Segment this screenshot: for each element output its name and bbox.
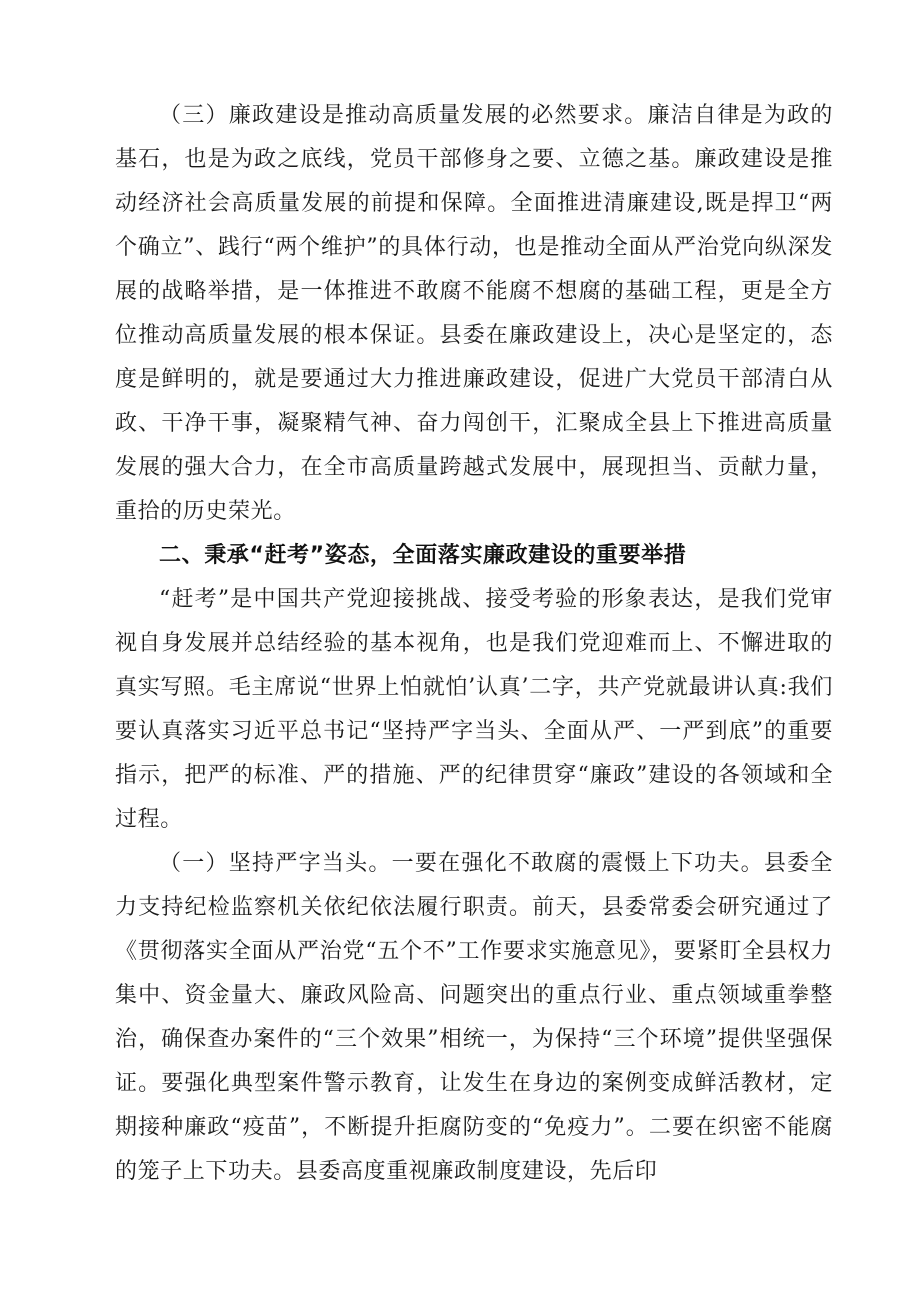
paragraph-exam-attitude: “赶考”是中国共产党迎接挑战、接受考验的形象表达，是我们党审视自身发展并总结经验的基本视角，也是我们党迎难而上、不懈进取的真实写照。毛主席说“世界上怕就怕’认真’二字，共产党就最讲认真:我们要认真落实习近平总书记“坚持严字当头、全面从严、一严到底”的重要指示，把严的标准、严的措施、严的纪律贯穿“廉政”建设的各领域和全过程。 xyxy=(115,587,833,832)
section-heading-two: 二、秉承“赶考”姿态，全面落实廉政建设的重要举措 xyxy=(159,543,687,568)
document-body xyxy=(115,94,833,1194)
paragraph-strictness-first: （一）坚持严字当头。一要在强化不敢腐的震慑上下功夫。县委全力支持纪检监察机关依纪依法履行职责。前天，县委常委会研究通过了《贯彻落实全面从严治党“五个不”工作要求实施意见》，要紧盯全县权力集中、资金量大、廉政风险高、问题突出的重点行业、重点领域重拳整治，确保查办案件的“三个效果”相统一，为保持“三个环境”提供坚强保证。要强化典型案件警示教育，让发生在身边的案例变成鲜活教材，定期接种廉政“疫苗”，不断提升拒腐防变的“免疫力”。二要在织密不能腐的笼子上下功夫。县委高度重视廉政制度建设，先后印 xyxy=(115,851,833,1184)
paragraph-clean-governance-requirement: （三）廉政建设是推动高质量发展的必然要求。廉洁自律是为政的基石，也是为政之底线，党员干部修身之要、立德之基。廉政建设是推动经济社会高质量发展的前提和保障。全面推进清廉建设,既是捍卫“两个确立”、践行“两个维护”的具体行动，也是推动全面从严治党向纵深发展的战略举措，是一体推进不敢腐不能腐不想腐的基础工程，更是全方位推动高质量发展的根本保证。县委在廉政建设上，决心是坚定的，态度是鲜明的，就是要通过大力推进廉政建设，促进广大党员干部清白从政、干净干事，凝聚精气神、奋力闯创干，汇聚成全县上下推进高质量发展的强大合力，在全市高质量跨越式发展中，展现担当、贡献力量，重拾的历史荣光。 xyxy=(115,103,833,524)
